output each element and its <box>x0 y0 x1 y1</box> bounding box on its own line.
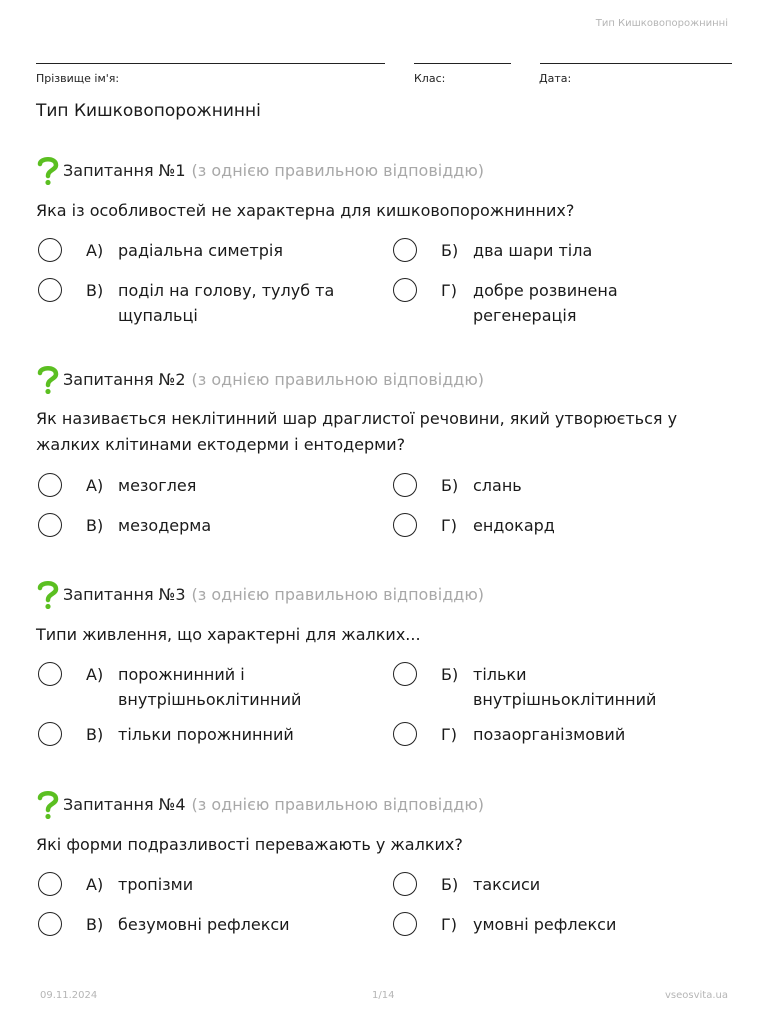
option-text: слань <box>473 476 522 495</box>
option-letter: Б) <box>441 875 459 894</box>
footer-date: 09.11.2024 <box>40 990 98 1001</box>
name-field-label: Прізвище ім'я: <box>36 72 120 85</box>
question-3-option-d[interactable] <box>393 722 723 747</box>
question-1-number: Запитання №1 <box>63 160 186 180</box>
radio-button[interactable] <box>393 473 417 497</box>
question-4-header <box>36 789 484 819</box>
date-field-label: Дата: <box>539 72 572 85</box>
question-2-type: (з однією правильною відповіддю) <box>191 369 485 389</box>
question-2-option-b[interactable] <box>393 473 723 498</box>
radio-button[interactable] <box>38 238 62 262</box>
question-1-option-a[interactable] <box>38 238 368 263</box>
question-1-option-b[interactable] <box>393 238 723 263</box>
radio-button[interactable] <box>38 872 62 896</box>
option-letter: В) <box>86 281 104 300</box>
option-letter: Б) <box>441 241 459 260</box>
radio-button[interactable] <box>393 513 417 537</box>
option-text: порожнинний і внутрішньоклітинний <box>118 665 302 709</box>
option-letter: Г) <box>441 915 457 934</box>
option-text: тільки внутрішньоклітинний <box>473 665 657 709</box>
option-text: таксиси <box>473 875 541 894</box>
question-3-option-c[interactable] <box>38 722 368 747</box>
radio-button[interactable] <box>38 912 62 936</box>
radio-button[interactable] <box>38 722 62 746</box>
question-mark-icon <box>36 579 60 609</box>
radio-button[interactable] <box>393 722 417 746</box>
radio-button[interactable] <box>393 662 417 686</box>
option-text: два шари тіла <box>473 241 593 260</box>
option-letter: В) <box>86 725 104 744</box>
question-2-option-c[interactable] <box>38 513 368 538</box>
option-letter: Г) <box>441 516 457 535</box>
question-3-type: (з однією правильною відповіддю) <box>191 584 485 604</box>
question-2-option-d[interactable] <box>393 513 723 538</box>
question-2-number: Запитання №2 <box>63 369 186 389</box>
question-1-text: Яка із особливостей не характерна для кишковопорожнинних? <box>36 201 575 220</box>
radio-button[interactable] <box>393 238 417 262</box>
question-3-number: Запитання №3 <box>63 584 186 604</box>
option-text: поділ на голову, тулуб та щупальці <box>118 281 335 325</box>
question-mark-icon <box>36 364 60 394</box>
question-3-option-a[interactable] <box>38 662 348 712</box>
radio-button[interactable] <box>38 278 62 302</box>
option-text: мезоглея <box>118 476 197 495</box>
question-4-option-a[interactable] <box>38 872 368 897</box>
option-letter: Б) <box>441 665 459 684</box>
option-text: позаорганізмовий <box>473 725 626 744</box>
option-letter: В) <box>86 516 104 535</box>
option-text: тільки порожнинний <box>118 725 294 744</box>
footer-site[interactable]: vseosvita.ua <box>665 990 728 1001</box>
option-text: умовні рефлекси <box>473 915 617 934</box>
option-letter: Б) <box>441 476 459 495</box>
radio-button[interactable] <box>38 473 62 497</box>
option-text: радіальна симетрія <box>118 241 283 260</box>
option-letter: В) <box>86 915 104 934</box>
option-text: добре розвинена регенерація <box>473 281 618 325</box>
class-field-line[interactable] <box>414 63 511 64</box>
question-4-text: Які форми подразливості переважають у жалких? <box>36 835 463 854</box>
question-4-option-d[interactable] <box>393 912 723 937</box>
running-title: Тип Кишковопорожнинні <box>595 18 728 29</box>
radio-button[interactable] <box>393 912 417 936</box>
option-text: безумовні рефлекси <box>118 915 290 934</box>
question-3-header <box>36 579 484 609</box>
question-2-option-a[interactable] <box>38 473 368 498</box>
question-3-text: Типи живлення, що характерні для жалких... <box>36 625 421 644</box>
question-4-option-b[interactable] <box>393 872 723 897</box>
footer-page-number: 1/14 <box>372 990 395 1001</box>
option-letter: А) <box>86 875 104 894</box>
question-1-type: (з однією правильною відповіддю) <box>191 160 485 180</box>
question-1-header <box>36 155 484 185</box>
option-letter: А) <box>86 476 104 495</box>
radio-button[interactable] <box>38 513 62 537</box>
option-text: ендокард <box>473 516 555 535</box>
question-4-option-c[interactable] <box>38 912 368 937</box>
option-letter: Г) <box>441 281 457 300</box>
radio-button[interactable] <box>393 278 417 302</box>
question-2-text: Як називається неклітинний шар драглистої речовини, який утворюється у жалких клітинами ектодерми і ентодерми? <box>36 409 678 454</box>
option-letter: А) <box>86 665 104 684</box>
date-field-line[interactable] <box>540 63 732 64</box>
question-mark-icon <box>36 789 60 819</box>
question-mark-icon <box>36 155 60 185</box>
name-field-line[interactable] <box>36 63 385 64</box>
option-text: тропізми <box>118 875 194 894</box>
option-text: мезодерма <box>118 516 212 535</box>
question-2-header <box>36 364 484 394</box>
question-1-option-d[interactable] <box>393 278 653 328</box>
radio-button[interactable] <box>393 872 417 896</box>
page-title: Тип Кишковопорожнинні <box>36 101 261 121</box>
radio-button[interactable] <box>38 662 62 686</box>
question-1-option-c[interactable] <box>38 278 368 328</box>
class-field-label: Клас: <box>414 72 446 85</box>
question-4-type: (з однією правильною відповіддю) <box>191 794 485 814</box>
option-letter: Г) <box>441 725 457 744</box>
option-letter: А) <box>86 241 104 260</box>
question-4-number: Запитання №4 <box>63 794 186 814</box>
question-3-option-b[interactable] <box>393 662 713 712</box>
